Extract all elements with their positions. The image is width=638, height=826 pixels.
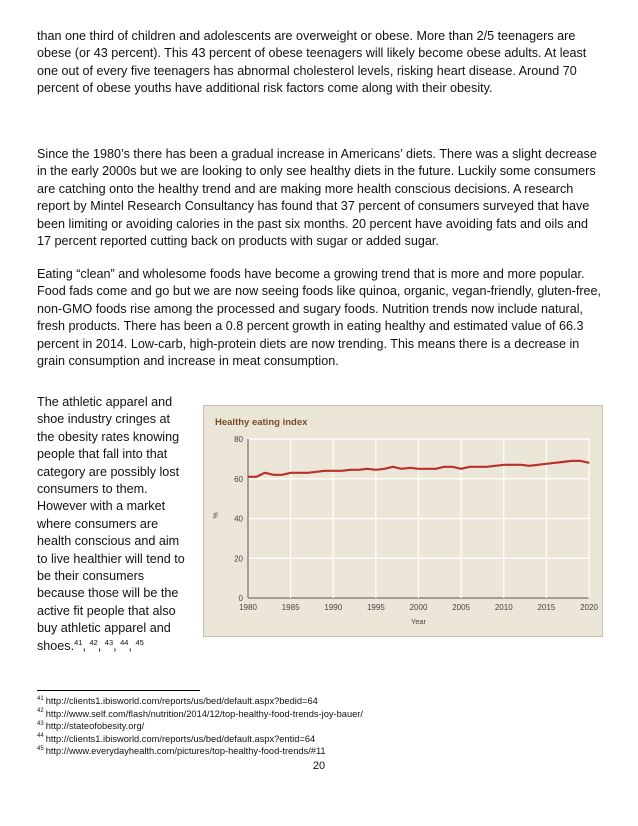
footnote-ref-45[interactable]: 45 xyxy=(135,637,144,647)
footnote-link[interactable]: http://www.everydayhealth.com/pictures/top-healthy-food-trends/#11 xyxy=(45,746,326,756)
footnote-ref-44[interactable]: 44 xyxy=(120,637,129,647)
data-point-1987 xyxy=(307,472,308,473)
footnote-ref-41[interactable]: 41 xyxy=(74,637,83,647)
data-point-1981 xyxy=(256,476,257,477)
data-point-2001 xyxy=(426,468,427,469)
footnote-number: 44 xyxy=(37,733,44,740)
footnote-number: 41 xyxy=(37,695,44,702)
data-point-2009 xyxy=(495,465,496,466)
data-point-1983 xyxy=(273,474,274,475)
x-tick-label-2020: 2020 xyxy=(580,603,598,612)
data-point-1985 xyxy=(290,472,291,473)
side-paragraph-text: The athletic apparel and shoe industry cringes at the obesity rates knowing people that fall into that category are possibly lost consumers to them. However with a market where consumers are health conscious and aim to live healthier will tend to be their consumers because those will be the active fit people that also buy athletic apparel and shoes. xyxy=(37,395,185,653)
data-point-2017 xyxy=(563,461,564,462)
healthy-eating-chart xyxy=(203,405,603,637)
footnote-44 xyxy=(37,733,363,746)
x-tick-label-2005: 2005 xyxy=(452,603,471,612)
body-paragraph-2: Since the 1980’s there has been a gradual increase in Americans’ diets. There was a slight decrease in the early 2000s but we are looking to only see healthy diets in the future. Luckily some consumers are catching onto the healthy trend and are making more health conscious decisions. A research report by Mintel Research Consultancy has found that 37 percent of consumers surveyed that have been limiting or avoiding calories in the past six months. 20 percent have avoiding fats and oils and 17 percent reported cutting back on products with sugar or added sugar. xyxy=(37,147,597,249)
footnote-number: 45 xyxy=(37,745,44,752)
chart-title: Healthy eating index xyxy=(215,417,308,428)
x-tick-label-2000: 2000 xyxy=(409,603,428,612)
data-point-2014 xyxy=(537,464,538,465)
footnote-link[interactable]: http://clients1.ibisworld.com/reports/us/bed/default.aspx?bedid=64 xyxy=(45,696,318,706)
footnote-42 xyxy=(37,708,363,721)
footnote-number: 43 xyxy=(37,720,44,727)
data-point-1993 xyxy=(358,469,359,470)
footnote-ref-43[interactable]: 43 xyxy=(104,637,114,647)
y-tick-label-60: 60 xyxy=(234,474,243,484)
data-point-1986 xyxy=(299,472,300,473)
data-point-2008 xyxy=(486,466,487,467)
footnote-43 xyxy=(37,720,363,733)
data-point-2015 xyxy=(546,463,547,464)
data-point-1991 xyxy=(341,470,342,471)
data-point-1990 xyxy=(333,470,334,471)
data-point-2004 xyxy=(452,466,453,467)
data-point-1997 xyxy=(392,466,393,467)
data-point-2003 xyxy=(443,466,444,467)
footnote-link[interactable]: http://clients1.ibisworld.com/reports/us/bed/default.aspx?entid=64 xyxy=(45,733,316,744)
y-tick-label-0: 0 xyxy=(238,594,243,603)
chart-frame xyxy=(204,406,603,637)
x-tick-label-1980: 1980 xyxy=(239,603,257,612)
data-point-2010 xyxy=(503,464,504,465)
data-point-1984 xyxy=(282,474,283,475)
page-number: 20 xyxy=(312,760,326,772)
x-tick-label-2015: 2015 xyxy=(537,603,556,612)
x-tick-label-1985: 1985 xyxy=(281,603,300,612)
x-tick-label-2010: 2010 xyxy=(494,603,513,612)
footnote-number: 42 xyxy=(37,708,44,715)
data-point-1988 xyxy=(316,471,317,472)
data-point-2000 xyxy=(418,468,419,469)
footnotes xyxy=(37,695,363,758)
x-axis-label: Year xyxy=(410,617,427,626)
data-point-1989 xyxy=(324,470,325,471)
y-axis-label: % xyxy=(213,512,220,519)
data-point-2016 xyxy=(554,462,555,463)
data-point-2007 xyxy=(478,466,479,467)
y-tick-label-80: 80 xyxy=(234,435,243,444)
data-point-2011 xyxy=(512,464,513,465)
x-tick-label-1990: 1990 xyxy=(324,603,343,612)
footnote-link[interactable]: http://stateofobesity.org/ xyxy=(45,721,145,731)
data-point-2006 xyxy=(469,466,470,467)
side-paragraph: The athletic apparel and shoe industry cringes at the obesity rates knowing people that fall into that category are possibly lost consumers to them. However with a market where consumers are health conscious and aim to live healthier will tend to be their consumers because those will be the active fit people that also buy athletic apparel and shoes.$^{41}$, $^{42}$, $^{43}$, $^{44}$, $^{45}$ xyxy=(37,395,185,653)
data-point-1980 xyxy=(247,476,248,477)
body-paragraph-1: than one third of children and adolescents are overweight or obese. More than 2/5 teenagers are obese (or 43 percent). This 43 percent of obese teenagers will likely become obese adults. At least one out of every five teenagers has abnormal cholesterol levels, risking heart disease. Around 70 percent of obese youths have additional risk factors come along with their obesity. xyxy=(37,29,587,96)
footnote-ref-42[interactable]: 42 xyxy=(89,637,98,647)
data-point-2013 xyxy=(529,465,530,466)
x-tick-label-1995: 1995 xyxy=(366,603,385,612)
footnote-45 xyxy=(37,745,363,758)
footnote-divider xyxy=(37,690,200,691)
y-tick-label-20: 20 xyxy=(234,554,243,564)
body-paragraph-3: Eating “clean” and wholesome foods have become a growing trend that is more and more popular. Food fads come and go but we are now seeing foods like quinoa, organic, vegan-friendly, gluten-free, non-GMO foods rise among the processed and sugary foods. Nutrition trends now include natural, fresh products. There has been a 0.8 percent growth in eating healthy and estimated value of 66.3 percent in 2014. Low-carb, high-protein diets are now trending. This means there is a decrease in grain consumption and increase in meat consumption. xyxy=(37,267,602,369)
data-point-2002 xyxy=(435,468,436,469)
data-point-2012 xyxy=(520,464,521,465)
y-tick-label-40: 40 xyxy=(234,514,243,524)
data-point-1996 xyxy=(384,468,385,469)
data-point-1982 xyxy=(264,472,265,473)
data-point-2005 xyxy=(461,468,462,469)
footnote-41 xyxy=(37,695,363,708)
footnote-link[interactable]: http://www.self.com/flash/nutrition/2014/12/top-healthy-food-trends-joy-bauer/ xyxy=(45,708,363,719)
data-point-2018 xyxy=(571,460,572,461)
data-point-1994 xyxy=(367,468,368,469)
data-point-1998 xyxy=(401,468,402,469)
data-point-1999 xyxy=(409,467,410,468)
data-point-1995 xyxy=(375,469,376,470)
data-point-2019 xyxy=(580,460,581,461)
data-point-2020 xyxy=(588,462,589,463)
data-point-1992 xyxy=(350,469,351,470)
